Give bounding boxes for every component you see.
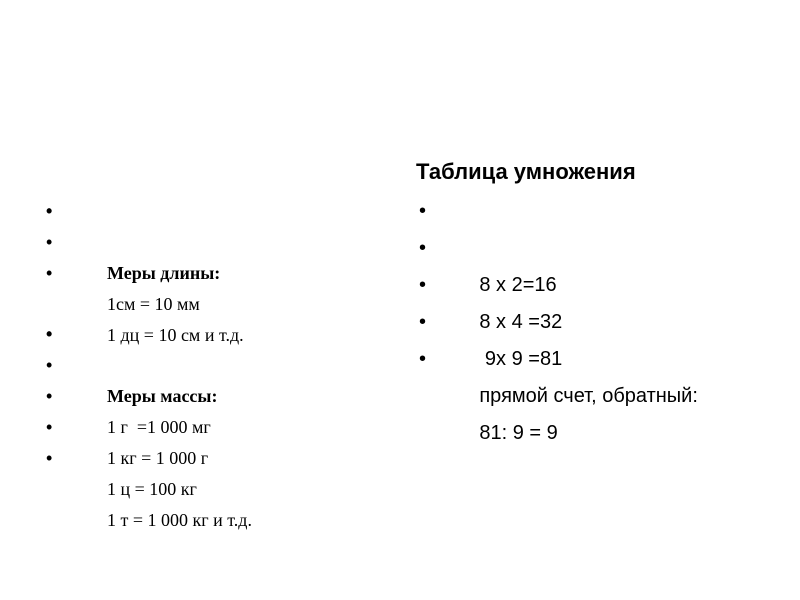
bullet: • [419,237,427,259]
bullet: • [419,311,427,333]
bullet: • [46,263,53,283]
bullet: • [46,417,53,437]
bullet: • [419,348,427,370]
list-item: • 1 кг = 1 000 г [46,381,386,412]
bullet: • [46,386,53,406]
list-item: • 1см = 10 мм [46,227,386,258]
bullet: • [46,232,53,252]
list-item: • 8 х 4 =32 [416,230,786,267]
list-item: • 9х 9 =81 [416,267,786,304]
multiplication-table-title: Таблица умножения [416,159,636,184]
list-item: • 1 ц = 100 кг [46,412,386,443]
bullet: • [419,274,427,296]
list-item: • 1 дц = 10 см и т.д. [46,258,386,289]
measures-column [46,196,386,530]
list-item: • прямой счет, обратный: [416,304,786,341]
bullet: • [46,355,53,375]
bullet: • [46,201,53,221]
bullet: • [419,200,427,222]
bullet: • [46,448,53,468]
list-item: • 1 г =1 000 мг [46,350,386,381]
length-measures-title: • Меры длины: [46,196,386,227]
mass-measures-title: • Меры массы: [46,319,386,350]
list-item: • 8 х 2=16 [416,193,786,230]
list-item: • 1 т = 1 000 кг и т.д. [46,443,386,474]
multiplication-column [416,154,786,444]
list-item: • 81: 9 = 9 [416,341,786,378]
bullet: • [46,324,53,344]
